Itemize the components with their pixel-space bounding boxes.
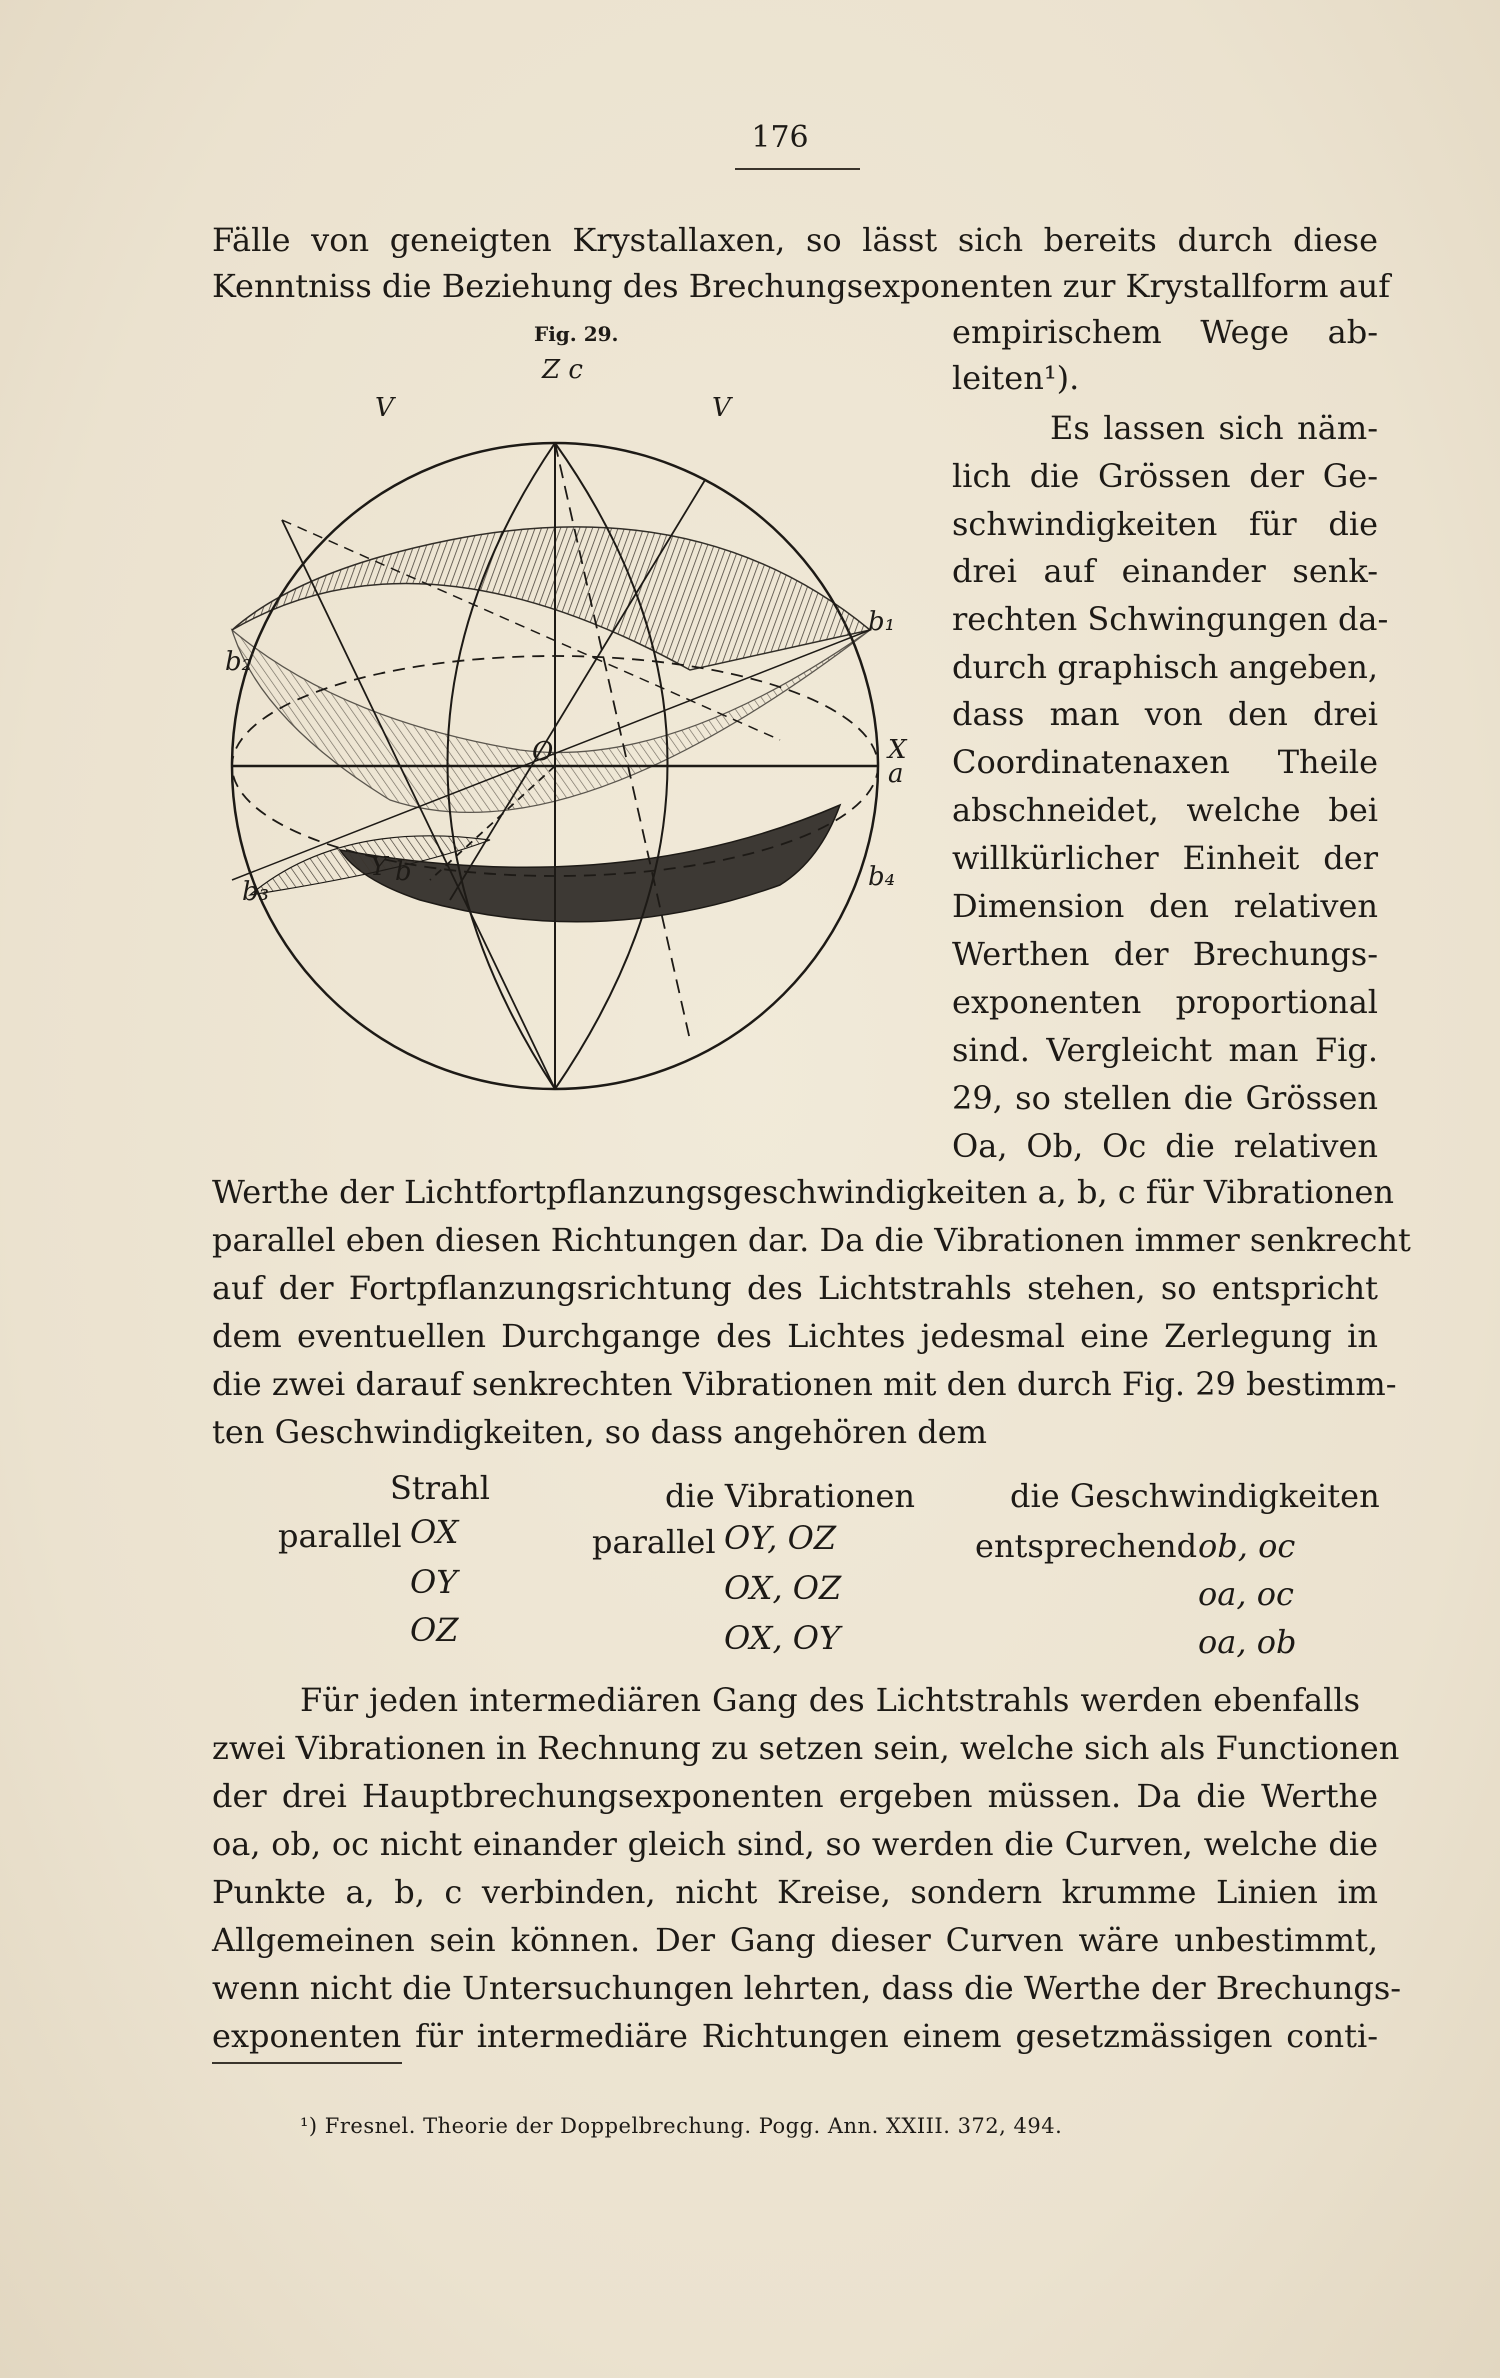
text-line: Dimension den relativen [952, 887, 1378, 925]
label-v-left: V [375, 393, 394, 423]
text-line: Oa, Ob, Oc die relativen [952, 1127, 1378, 1165]
text-line: oa, ob, oc nicht einander gleich sind, so werden die Curven, welche die [212, 1825, 1378, 1863]
text-line: Kenntniss die Beziehung des Brechungsexponenten zur Krystallform auf [212, 267, 1391, 305]
text-line: willkürlicher Einheit der [952, 839, 1378, 877]
text-line: die zwei darauf senkrechten Vibrationen mit den durch Fig. 29 bestimm- [212, 1365, 1397, 1403]
table-cell: OX [410, 1513, 459, 1551]
footnote: ¹) Fresnel. Theorie der Doppelbrechung. Pogg. Ann. XXIII. 372, 494. [300, 2114, 1063, 2138]
label-x: X [888, 735, 907, 765]
footnote-rule [212, 2062, 402, 2064]
page-number-rule [735, 168, 860, 170]
hatched-region-upper [232, 527, 870, 670]
text-line: Werthen der Brechungs- [952, 935, 1378, 973]
table-cell: parallel [592, 1523, 716, 1561]
label-b1: b₁ [868, 607, 896, 637]
hatched-region-lower [232, 630, 870, 812]
text-line: zwei Vibrationen in Rechnung zu setzen sein, welche sich als Functionen [212, 1729, 1400, 1767]
label-b4: b₄ [868, 862, 896, 892]
text-line: Punkte a, b, c verbinden, nicht Kreise, sondern krumme Linien im [212, 1873, 1378, 1911]
text-line: dem eventuellen Durchgange des Lichtes jedesmal eine Zerlegung in [212, 1317, 1378, 1355]
text-line: sind. Vergleicht man Fig. [952, 1031, 1378, 1069]
label-o: O [532, 737, 554, 767]
table-cell: OZ [410, 1611, 459, 1649]
table-cell: OY [410, 1563, 458, 1601]
text-line: Fälle von geneigten Krystallaxen, so lässt sich bereits durch diese [212, 221, 1378, 259]
label-zc: Z c [542, 355, 583, 385]
text-line: exponenten für intermediäre Richtungen einem gesetzmässigen conti- [212, 2017, 1378, 2055]
label-b3: b₃ [242, 877, 270, 907]
text-line: rechten Schwingungen da- [952, 600, 1389, 638]
table-cell: parallel [278, 1517, 402, 1555]
text-line: durch graphisch angeben, [952, 648, 1378, 686]
text-line: Es lassen sich näm- [1050, 409, 1378, 447]
text-line: Werthe der Lichtfortpflanzungsgeschwindigkeiten a, b, c für Vibrationen [212, 1173, 1394, 1211]
text-line: dass man von den drei [952, 695, 1378, 733]
figure-caption: Fig. 29. [534, 322, 619, 346]
text-line: empirischem Wege ab- [952, 313, 1378, 351]
text-line: Für jeden intermediären Gang des Lichtstrahls werden ebenfalls [300, 1681, 1360, 1719]
text-line: exponenten proportional [952, 983, 1378, 1021]
table-cell: OY, OZ [724, 1519, 837, 1557]
text-line: 29, so stellen die Grössen [952, 1079, 1378, 1117]
table-cell: ob, oc [1198, 1527, 1296, 1565]
figure-29-sphere-diagram [220, 340, 920, 1160]
table-cell: OX, OY [724, 1619, 841, 1657]
text-line: abschneidet, welche bei [952, 791, 1378, 829]
text-line: ten Geschwindigkeiten, so dass angehören dem [212, 1413, 987, 1451]
text-line: Allgemeinen sein können. Der Gang dieser Curven wäre unbestimmt, [212, 1921, 1378, 1959]
text-line: lich die Grössen der Ge- [952, 457, 1378, 495]
table-cell: entsprechend [975, 1527, 1198, 1565]
table-header-ray: Strahl [390, 1469, 490, 1507]
table-cell: oa, oc [1198, 1575, 1294, 1613]
label-b2: b₂ [225, 647, 253, 677]
table-header-speeds: die Geschwindigkeiten [1010, 1477, 1380, 1515]
text-line: drei auf einander senk- [952, 552, 1378, 590]
text-line: parallel eben diesen Richtungen dar. Da die Vibrationen immer senkrecht [212, 1221, 1411, 1259]
table-cell: OX, OZ [724, 1569, 842, 1607]
table-cell: oa, ob [1198, 1623, 1297, 1661]
table-header-vibrations: die Vibrationen [665, 1477, 915, 1515]
text-line: der drei Hauptbrechungsexponenten ergeben müssen. Da die Werthe [212, 1777, 1378, 1815]
text-line: auf der Fortpflanzungsrichtung des Lichtstrahls stehen, so entspricht [212, 1269, 1378, 1307]
text-line: leiten¹). [952, 359, 1080, 397]
dark-region [340, 805, 840, 922]
label-b: b [395, 857, 412, 887]
label-y: Y [370, 852, 388, 882]
label-v-right: V [712, 393, 731, 423]
page-number: 176 [751, 120, 809, 155]
text-line: wenn nicht die Untersuchungen lehrten, dass die Werthe der Brechungs- [212, 1969, 1402, 2007]
label-a: a [888, 759, 904, 789]
text-line: Coordinatenaxen Theile [952, 743, 1378, 781]
text-line: schwindigkeiten für die [952, 505, 1378, 543]
